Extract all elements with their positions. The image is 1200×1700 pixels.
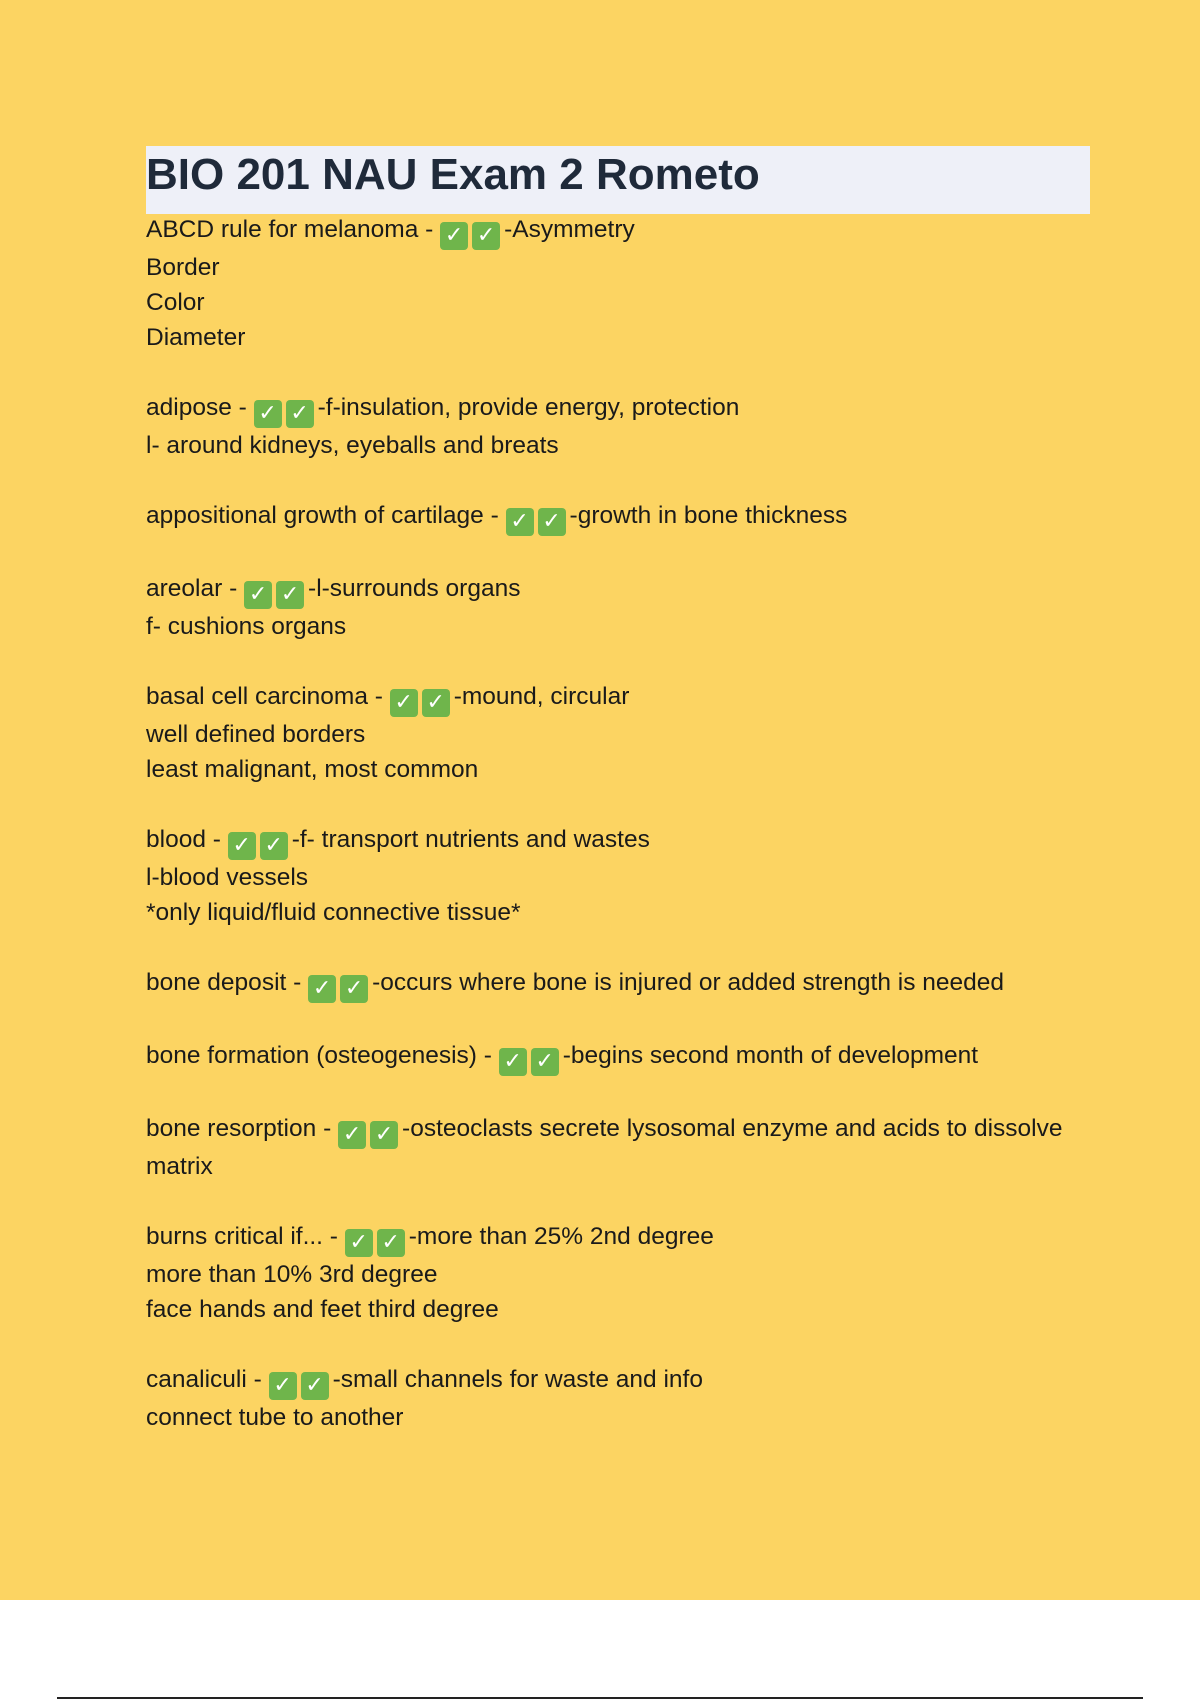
check-mark-icon: ✓: [370, 1121, 398, 1149]
title-banner: [146, 146, 1090, 214]
note-entry: [146, 498, 1096, 536]
entry-answer: -f- transport nutrients and wastes: [291, 826, 650, 853]
note-entry: [146, 1111, 1096, 1184]
check-mark-icon: ✓: [286, 400, 314, 428]
entry-first-line: [146, 822, 1096, 860]
entry-detail-line: Diameter: [146, 324, 246, 351]
check-mark-icon: ✓: [345, 1229, 373, 1257]
check-mark-icon: ✓: [422, 689, 450, 717]
entry-first-line: [146, 498, 1096, 536]
entry-first-line: [146, 965, 1096, 1003]
check-mark-icon: ✓: [308, 975, 336, 1003]
check-mark-icon: ✓: [338, 1121, 366, 1149]
entry-detail-line: least malignant, most common: [146, 756, 479, 783]
note-entry: [146, 1219, 1096, 1327]
entry-detail-line: more than 10% 3rd degree: [146, 1261, 438, 1288]
entry-detail-line: *only liquid/fluid connective tissue*: [146, 899, 521, 926]
check-mark-icon: ✓: [269, 1372, 297, 1400]
entry-first-line: [146, 679, 1096, 717]
entry-detail-line: well defined borders: [146, 721, 366, 748]
check-mark-icon: ✓: [472, 222, 500, 250]
entry-term: basal cell carcinoma -: [146, 683, 390, 710]
entry-answer: -growth in bone thickness: [569, 502, 848, 529]
entry-answer: -l-surrounds organs: [308, 575, 521, 602]
entry-detail-line: connect tube to another: [146, 1404, 404, 1431]
entry-detail-line: face hands and feet third degree: [146, 1296, 499, 1323]
note-entry: [146, 679, 1096, 787]
check-mark-icon: ✓: [228, 832, 256, 860]
check-mark-icon: ✓: [390, 689, 418, 717]
entry-detail-line: l- around kidneys, eyeballs and breats: [146, 432, 559, 459]
entry-answer: -begins second month of development: [562, 1042, 979, 1069]
entry-first-line: [146, 1362, 1096, 1400]
entry-first-line: [146, 1111, 1096, 1184]
entry-term: bone deposit -: [146, 969, 309, 996]
note-entry: [146, 822, 1096, 930]
entry-answer: -more than 25% 2nd degree: [408, 1223, 714, 1250]
check-mark-icon: ✓: [506, 508, 534, 536]
note-entry: [146, 1038, 1096, 1076]
entry-first-line: [146, 571, 1096, 609]
check-mark-icon: ✓: [254, 400, 282, 428]
entry-answer: -small channels for waste and info: [332, 1366, 703, 1393]
entry-answer: -Asymmetry: [504, 216, 635, 243]
check-mark-icon: ✓: [276, 581, 304, 609]
note-entry: [146, 212, 1096, 355]
check-mark-icon: ✓: [531, 1048, 559, 1076]
check-mark-icon: ✓: [377, 1229, 405, 1257]
check-mark-icon: ✓: [244, 581, 272, 609]
page-title: BIO 201 NAU Exam 2 Rometo: [146, 150, 760, 199]
entry-first-line: [146, 390, 1096, 428]
entry-answer: -mound, circular: [453, 683, 630, 710]
entry-term: ABCD rule for melanoma -: [146, 216, 441, 243]
entry-term: adipose -: [146, 394, 254, 421]
entry-term: burns critical if... -: [146, 1223, 345, 1250]
entry-term: bone resorption -: [146, 1115, 339, 1142]
entry-term: bone formation (osteogenesis) -: [146, 1042, 499, 1069]
check-mark-icon: ✓: [260, 832, 288, 860]
entry-term: areolar -: [146, 575, 245, 602]
entry-detail-line: Border: [146, 254, 220, 281]
entry-term: canaliculi -: [146, 1366, 269, 1393]
entry-detail-line: l-blood vessels: [146, 864, 309, 891]
entry-first-line: [146, 1038, 1096, 1076]
note-entry: [146, 965, 1096, 1003]
check-mark-icon: ✓: [340, 975, 368, 1003]
entry-detail-line: f- cushions organs: [146, 613, 347, 640]
entry-answer: -osteoclasts secrete lysosomal enzyme and acids to dissolve matrix: [146, 1115, 1063, 1180]
entry-term: blood -: [146, 826, 228, 853]
note-entry: [146, 1362, 1096, 1435]
check-mark-icon: ✓: [301, 1372, 329, 1400]
check-mark-icon: ✓: [440, 222, 468, 250]
study-notes: [146, 212, 1096, 1470]
check-mark-icon: ✓: [538, 508, 566, 536]
entry-answer: -f-insulation, provide energy, protection: [317, 394, 740, 421]
note-entry: [146, 390, 1096, 463]
check-mark-icon: ✓: [499, 1048, 527, 1076]
entry-term: appositional growth of cartilage -: [146, 502, 506, 529]
entry-answer: -occurs where bone is injured or added strength is needed: [372, 969, 1005, 996]
note-entry: [146, 571, 1096, 644]
entry-detail-line: Color: [146, 289, 205, 316]
footer-divider: [57, 1697, 1143, 1699]
entry-first-line: [146, 212, 1096, 250]
entry-first-line: [146, 1219, 1096, 1257]
